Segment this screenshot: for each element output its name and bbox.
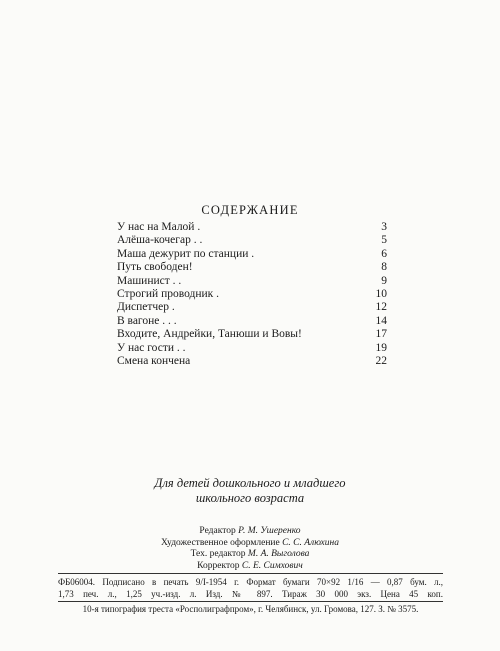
- imprint-line: ФБ06004. Подписано в печать 9/I-1954 г. Формат бумаги 70×92 1/16 — 0,87 бум. л.,: [58, 577, 443, 587]
- toc-entry-page: 8: [381, 261, 387, 274]
- toc-entry-title: Диспетчер .: [117, 301, 175, 314]
- credit-name: С. Е. Симхович: [241, 560, 303, 571]
- credits: [0, 526, 500, 572]
- toc-entry-title: Строгий проводник .: [117, 288, 220, 301]
- toc-entry: [117, 234, 387, 247]
- toc-entry-page: 22: [375, 355, 387, 368]
- toc-entry-title: Маша дежурит по станции .: [117, 247, 255, 260]
- credit-name: С. С. Алюхина: [282, 537, 339, 548]
- toc-entry: [117, 261, 387, 274]
- toc-entry-page: 14: [375, 314, 387, 327]
- audience-line: школьного возраста: [195, 491, 305, 505]
- toc-entry-page: 9: [381, 274, 387, 287]
- imprint-line: 1,73 печ. л., 1,25 уч.-изд. л. Изд. № 897. Тираж 30 000 экз. Цена 45 коп.: [58, 588, 443, 599]
- printer-line: 10-я типография треста «Росполиграфпром», г. Челябинск, ул. Громова, 127. З. № 3575.: [82, 604, 419, 614]
- divider-top: [58, 573, 443, 574]
- toc-entry-page: 10: [375, 288, 387, 301]
- credit-role: Тех. редактор: [190, 549, 246, 560]
- toc-entry-title: Алёша-кочегар . .: [117, 234, 203, 247]
- toc-entry: [117, 342, 387, 355]
- toc-entry: [117, 221, 387, 234]
- credit-line: [0, 538, 500, 550]
- credit-role: Художественное оформление: [161, 537, 280, 548]
- toc-entry: [117, 248, 387, 261]
- toc-entry: [117, 275, 387, 288]
- toc-entry: [117, 355, 387, 368]
- toc-entry-page: 12: [375, 301, 387, 314]
- toc-entry-page: 3: [381, 221, 387, 233]
- toc-entry-page: 17: [375, 328, 387, 341]
- credit-name: Р. М. Ушеренко: [238, 526, 301, 536]
- toc-entry: [117, 315, 387, 328]
- toc-entry-page: 5: [381, 234, 387, 247]
- credit-role: Редактор: [199, 526, 236, 536]
- toc-entry-page: 19: [375, 341, 387, 354]
- toc-entry-title: У нас на Малой .: [117, 221, 201, 233]
- toc-entry-title: Машинист . .: [117, 274, 182, 287]
- credit-line: [0, 526, 500, 538]
- table-of-contents: [117, 221, 387, 368]
- credit-line: [0, 549, 500, 561]
- audience-note: [0, 476, 500, 506]
- toc-entry-title: У нас гости . .: [117, 341, 186, 354]
- toc-entry: [117, 328, 387, 341]
- toc-entry-title: Путь свободен!: [117, 261, 193, 274]
- audience-line: Для детей дошкольного и младшего: [154, 476, 346, 490]
- toc-entry-title: В вагоне . . .: [117, 314, 177, 327]
- divider-bottom: [58, 601, 443, 602]
- toc-entry-title: Смена кончена: [117, 355, 191, 368]
- imprint: [58, 577, 443, 600]
- credit-line: [0, 561, 500, 573]
- credit-role: Корректор: [197, 560, 240, 571]
- toc-entry-page: 6: [381, 247, 387, 260]
- toc-title: СОДЕРЖАНИЕ: [201, 203, 299, 217]
- toc-entry: [117, 301, 387, 314]
- toc-entry: [117, 288, 387, 301]
- credit-name: М. А. Выголова: [247, 549, 310, 560]
- toc-entry-title: Входите, Андрейки, Танюши и Вовы!: [117, 328, 302, 341]
